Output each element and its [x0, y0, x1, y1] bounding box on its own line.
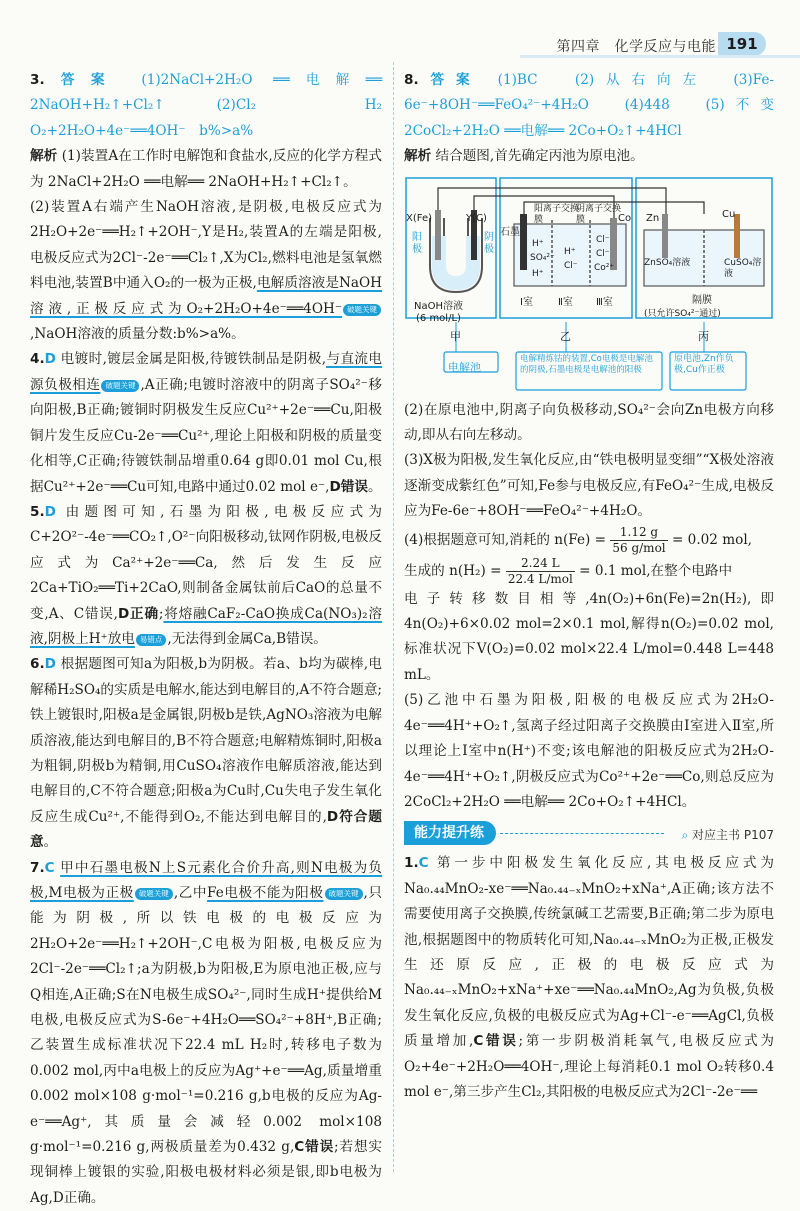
q3-answer: 3.答案 (1)2NaCl+2H₂O ══电解══ 2NaOH+H₂↑+Cl₂↑ (2)Cl₂ H₂ O₂+2H₂O+4e⁻══4OH⁻ b%>a%: [30, 72, 396, 139]
label-partition-note: (只允许SO₄²⁻通过): [644, 308, 721, 319]
section-title: 能力提升练: [404, 821, 496, 845]
column-divider: [393, 62, 394, 1172]
label-yi: 乙: [560, 329, 571, 343]
question-6: 6.D 根据题图可知a为阳极,b为阴极。若a、b均为碳棒,电解稀H₂SO₄的实质是电解水,能达到电解目的,A不符合题意;铁上镀银时,阳极a是金属银,阴极b是铁,AgNO₃溶液为电解质溶液,能达到电解目的,B不符合题意;电解精炼铜时,阳极a为粗铜,阴极b为精铜,用CuSO₄溶液作电解质溶液,能达到电解目的,C不符合题意;阳极a为Cu时,Cu失电子发生氧化反应生成Cu²⁺,不能得到O₂,不能达到电解目的,D符合题意。: [30, 656, 382, 851]
label-cathode: 阴极: [484, 231, 494, 255]
q3-analysis-2: (2)装置A右端产生NaOH溶液,是阴极,电极反应式为2H₂O+2e⁻══H₂↑+2OH⁻,Y是H₂,装置A的左端是阳极,电极反应式为2Cl⁻-2e⁻══Cl₂↑,X为Cl₂,燃料电池是氢氧燃料电池,装置B中通入O₂的一极为正极,电解质溶液是NaOH溶液,正极反应式为O₂+2H₂O+4e⁻══4OH⁻ 破题关键,NaOH溶液的质量分数:b%>a%。: [30, 199, 383, 343]
key-tag: 破题关键: [101, 380, 139, 392]
search-icon: ⌕: [681, 828, 689, 843]
graphite-electrode: [520, 214, 527, 270]
label-jia: 甲: [450, 329, 461, 343]
zn-electrode: [662, 214, 668, 258]
ion-cl-2: Cl⁻: [596, 234, 610, 245]
q3-analysis-1: 解析 (1)装置A在工作时电解饱和食盐水,反应的化学方程式为 2NaCl+2H₂O ══电解══ 2NaOH+H₂↑+Cl₂↑。: [30, 148, 382, 190]
label-naoh: NaOH溶液: [414, 300, 463, 312]
fe-electrode: [435, 210, 441, 260]
note-electrolysis: 电解池: [448, 360, 481, 374]
ion-h-3: H⁺: [564, 246, 576, 257]
label-naoh-conc: (6 mol/L): [416, 312, 461, 324]
label-x-fe: X(Fe): [406, 212, 433, 224]
key-tag: 破题关键: [135, 888, 173, 900]
question-3: [30, 68, 396, 347]
label-co: Co: [618, 212, 632, 224]
section-reference: ⌕ 对应主书 P107: [681, 828, 774, 843]
label-cu: Cu: [722, 208, 736, 220]
analysis-label: 解析: [30, 148, 58, 165]
page-number: 191: [718, 32, 766, 56]
left-column: [30, 68, 396, 1211]
label-room1: Ⅰ室: [520, 296, 533, 308]
fraction-fe: 1.12 g 56 g/mol: [612, 524, 666, 555]
label-graphite: 石墨: [500, 226, 520, 238]
ion-cl-1: Cl⁻: [564, 260, 578, 271]
ion-cl-3: Cl⁻: [596, 248, 610, 259]
label-partition: 隔膜: [692, 294, 712, 306]
fraction-h2: 2.24 L 22.4 L/mol: [507, 555, 573, 586]
answer-label: 答案: [418, 72, 482, 88]
label-room3: Ⅲ室: [596, 296, 613, 308]
note-galvanic: 原电池,Zn作负极,Cu作正极: [674, 353, 734, 375]
question-5: 5.D 由题图可知,石墨为阳极,电极反应式为C+2O²⁻-4e⁻══CO₂↑,O²⁻向阳极移动,钛网作阴极,电极反应式为Ca²⁺+2e⁻══Ca,然后发生反应2Ca+TiO₂══Ti+2CaO,则制备金属钛前后CaO的总量不变,A、C错误,D正确;将熔融CaF₂-CaO换成Ca(NO₃)₂溶液,阴极上H⁺放电 易错点 ,无法得到金属Ca,B错误。: [30, 503, 382, 647]
ion-h-2: H⁺: [532, 268, 544, 279]
label-anode: 阳极: [412, 231, 422, 255]
page-header: [0, 0, 800, 58]
question-4: 4.D 电镀时,镀层金属是阳极,待镀铁制品是阴极,与直流电源负极相连 破题关键 ,A正确;电镀时溶液中的阴离子SO₄²⁻移向阳极,B正确;镀铜时阴极发生反应Cu²⁺+2e⁻══Cu,阳极铜片发生反应Cu-2e⁻══Cu²⁺,理论上阳极和阴极的质量变化相等,C正确;待镀铁制品增重0.64 g即0.01 mol Cu,根据Cu²⁺+2e⁻══Cu可知,电路中通过0.02 mol e⁻,D错误。: [30, 351, 383, 495]
note-refining: 电解精炼钴的装置,Co电极是电解池的阴极,石墨电极是电解池的阳极: [520, 353, 653, 375]
question-8: 8.答案 (1)BC (2)从右向左 (3)Fe-6e⁻+8OH⁻══FeO₄²⁻+4H₂O (4)448 (5)不变 2CoCl₂+2H₂O ══电解══ 2Co+O₂↑+4HCl 解析 结合题图,首先确定丙池为原电池。 X(Fe) Y(C) 阳极 阴极 NaOH溶液 (6 mol/L) 甲 石墨 阳离子交换膜 阴离子交换膜 Co H⁺ SO₄²⁻ H⁺ H⁺ Cl⁻ Cl⁻ Cl⁻ Co²⁺ Ⅰ室 Ⅱ室 Ⅲ室 乙 Zn Cu ZnSO₄溶液 CuSO₄溶液 隔膜 (只允许SO₄²⁻通过) 丙 电解池 电解精炼钴的装置,Co电极是电解池的阴极,石墨电极是电解池的阳极 原电池,Zn作负极,Cu作正极 (2)在原电池中,阴离子向负极移动,SO₄²⁻会向Zn电极方向移动,即从右向左移动。 (3)X极为阳极,发生氧化反应,由“铁电极明显变细”“X极处溶液逐渐变成紫红色”可知,Fe参与电极反应,有FeO₄²⁻生成,电极反应为Fe-6e⁻+8OH⁻══FeO₄²⁻+4H₂O。 (4)根据题意可知,消耗的 n(Fe) = 1.12 g 56 g/mol = 0.02 mol, 生成的 n(H₂) = 2.24 L 22.4 L/mol = 0.1 mol,在整个电路中 电子转移数目相等,4n(O₂)+6n(Fe)=2n(H₂),即4n(O₂)+6×0.02 mol=2×0.1 mol,解得n(O₂)=0.02 mol,标准状况下V(O₂)=0.02 mol×22.4 L/mol=0.448 L=448 mL。 (5)乙池中石墨为阳极,阳极的电极反应式为2H₂O-4e⁻══4H⁺+O₂↑,氢离子经过阳离子交换膜由Ⅰ室进入Ⅱ室,所以理论上Ⅰ室中n(H⁺)不变;该电解池的阳极反应式为2H₂O-4e⁻══4H⁺+O₂↑,阴极反应式为Co²⁺+2e⁻══Co,则总反应为2CoCl₂+2H₂O ══电解══ 2Co+O₂↑+4HCl。: [404, 72, 788, 810]
electrochem-diagram: [404, 174, 774, 392]
question-1: 1.C 第一步中阳极发生氧化反应,其电极反应式为Na₀.₄₄MnO₂-xe⁻══Na₀.₄₄₋ₓMnO₂+xNa⁺,A正确;该方法不需要使用离子交换膜,传统氯碱工艺需要,B正确;第二步为原电池,根据题图中的物质转化可知,Na₀.₄₄₋ₓMnO₂为正极,正极发生还原反应,正极的电极反应式为Na₀.₄₄₋ₓMnO₂+xNa⁺+xe⁻══Na₀.₄₄MnO₂,Ag为负极,负极发生氧化反应,负极的电极反应式为Ag+Cl⁻-e⁻══AgCl,负极质量增加,C错误;第一步阴极消耗氧气,电极反应式为O₂+4e⁻+2H₂O══4OH⁻,理论上每消耗0.1 mol O₂转移0.4 mol e⁻,第三步产生Cl₂,其阳极的电极反应式为2Cl⁻-2e⁻══: [404, 855, 774, 1100]
section-ability: [404, 821, 774, 847]
key-tag: 破题关键: [325, 888, 363, 900]
ion-so4: SO₄²⁻: [530, 252, 555, 263]
label-room2: Ⅱ室: [558, 296, 573, 308]
key-tag: 破题关键: [343, 304, 381, 316]
answer-label: 答案: [44, 72, 121, 88]
label-cuso4: CuSO₄溶液: [724, 257, 762, 279]
analysis-label: 解析: [404, 148, 432, 165]
header-bar: [520, 55, 800, 58]
right-column: [404, 68, 788, 1105]
pitfall-tag: 易错点: [136, 634, 167, 646]
question-7: 7.C 甲中石墨电极N上S元素化合价升高,则N电极为负极,M电极为正极 破题关键 ,乙中Fe电极不能为阳极 破题关键 ,只能为阴极,所以铁电极的电极反应为2H₂O+2e⁻══H₂↑+2OH⁻,C电极为阳极,电极反应为2Cl⁻-2e⁻══Cl₂↑;a为阴极,b为阳极,E为原电池正极,应与Q相连,A正确;S在N电极生成SO₄²⁻,同时生成H⁺提供给M电极,电极反应式为S-6e⁻+4H₂O══SO₄²⁻+8H⁺,B正确;乙装置生成标准状况下22.4 mL H₂时,转移电子数为0.002 mol,丙中a电极上的反应为Ag⁺+e⁻══Ag,质量增重0.002 mol×108 g·mol⁻¹=0.216 g,b电极的反应为Ag-e⁻══Ag⁺,其质量会减轻0.002 mol×108 g·mol⁻¹=0.216 g,两极质量差为0.432 g,C错误;若想实现铜棒上镀银的实验,阳极电极材料必须是银,即b电极为Ag,D正确。: [30, 859, 383, 1206]
ion-co: Co²⁺: [594, 262, 615, 273]
section-dash: [500, 833, 664, 834]
ion-h-1: H⁺: [532, 238, 544, 249]
label-znso4: ZnSO₄溶液: [644, 257, 691, 268]
label-anion-membrane: 阴离子交换膜: [576, 203, 622, 225]
u-tube-inner: [444, 218, 468, 278]
label-cation-membrane: 阳离子交换膜: [534, 203, 580, 225]
label-y-c: Y(C): [466, 212, 487, 224]
label-zn: Zn: [646, 212, 660, 224]
chapter-title: 第四章 化学反应与电能: [556, 39, 716, 55]
label-bing: 丙: [698, 329, 709, 343]
